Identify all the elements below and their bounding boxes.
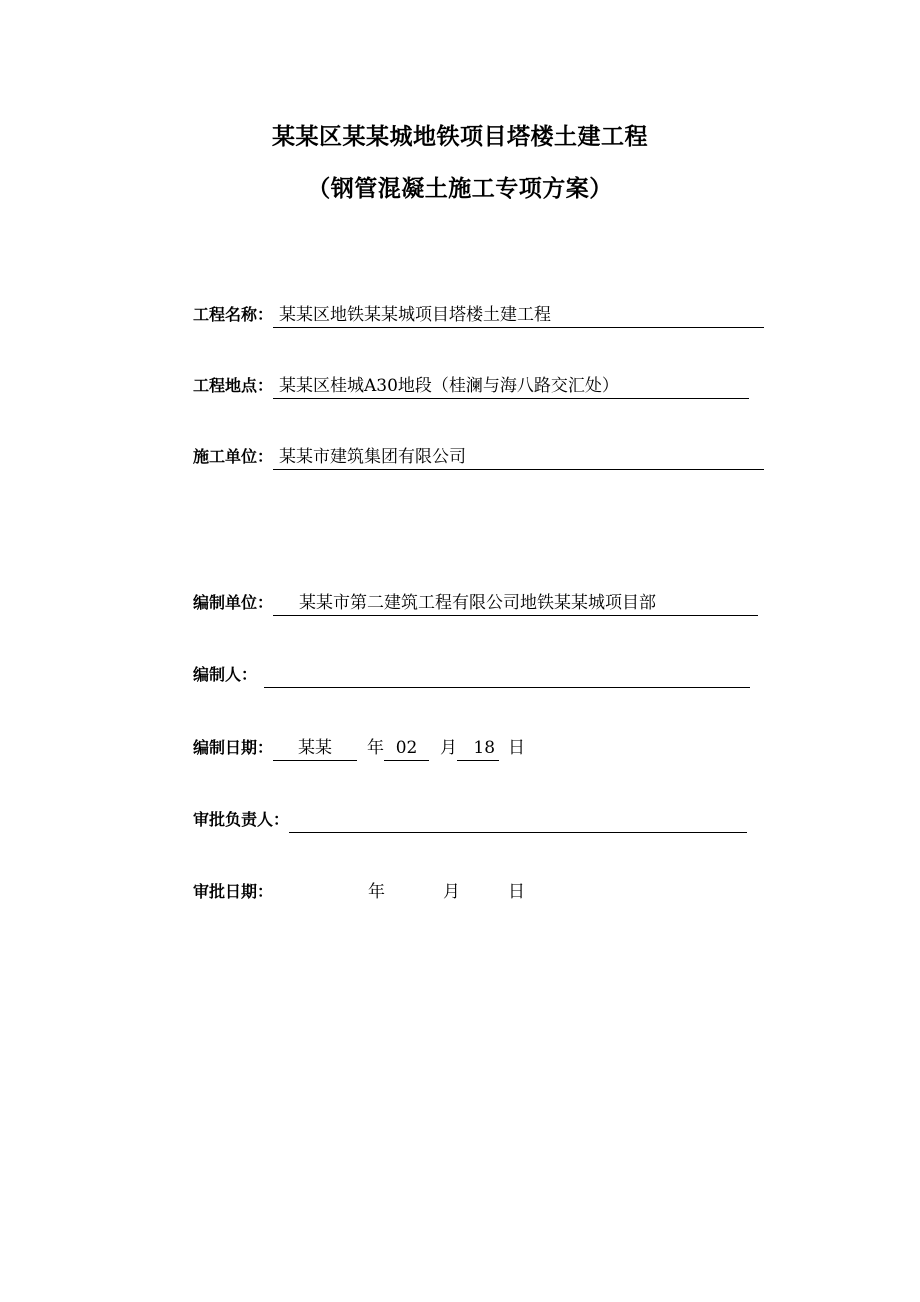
- approve-date-year-unit: 年: [368, 882, 386, 902]
- approve-date-label: 审批日期：: [193, 882, 274, 901]
- construction-unit-field: [273, 444, 764, 470]
- compile-date-month: 02: [395, 738, 418, 758]
- compile-date-day: 18: [473, 738, 496, 758]
- document-subtitle: （钢管混凝土施工专项方案）: [307, 176, 613, 202]
- compile-date-label: 编制日期：: [193, 738, 274, 757]
- project-location-row: [193, 373, 749, 399]
- project-name-row: [193, 302, 764, 328]
- project-name-field: [273, 302, 764, 328]
- approver-field: [289, 807, 747, 833]
- project-name-value: 某某区地铁某某城项目塔楼土建工程: [279, 305, 552, 325]
- approve-date-row: [193, 879, 525, 905]
- project-name-label: 工程名称：: [193, 305, 274, 324]
- compile-date-row: [193, 735, 525, 761]
- construction-unit-value: 某某市建筑集团有限公司: [279, 447, 467, 467]
- project-location-label: 工程地点：: [193, 376, 274, 395]
- compiling-unit-value: 某某市第二建筑工程有限公司地铁某某城项目部: [299, 593, 657, 613]
- compiler-row: [193, 662, 750, 688]
- compile-date-year-unit: 年: [367, 738, 385, 758]
- project-location-field: [273, 373, 749, 399]
- compile-date-year: 某某: [298, 738, 333, 758]
- approver-label: 审批负责人：: [193, 810, 290, 829]
- approve-date-day-unit: 日: [508, 882, 526, 902]
- project-location-value: 某某区桂城A30地段（桂澜与海八路交汇处）: [279, 376, 619, 396]
- compile-date-month-unit: 月: [440, 738, 458, 758]
- compile-date-year-field: [273, 735, 357, 761]
- construction-unit-row: [193, 444, 764, 470]
- approve-date-month-unit: 月: [443, 882, 461, 902]
- document-title: 某某区某某城地铁项目塔楼土建工程: [272, 124, 648, 150]
- compiling-unit-label: 编制单位：: [193, 593, 274, 612]
- compile-date-day-unit: 日: [508, 738, 526, 758]
- compiler-field: [264, 662, 750, 688]
- construction-unit-label: 施工单位：: [193, 447, 274, 466]
- compile-date-day-field: [457, 735, 499, 761]
- compiler-label: 编制人：: [193, 665, 258, 684]
- approver-row: [193, 807, 747, 833]
- compiling-unit-row: [193, 590, 758, 616]
- compiling-unit-field: [273, 590, 758, 616]
- compile-date-month-field: [384, 735, 429, 761]
